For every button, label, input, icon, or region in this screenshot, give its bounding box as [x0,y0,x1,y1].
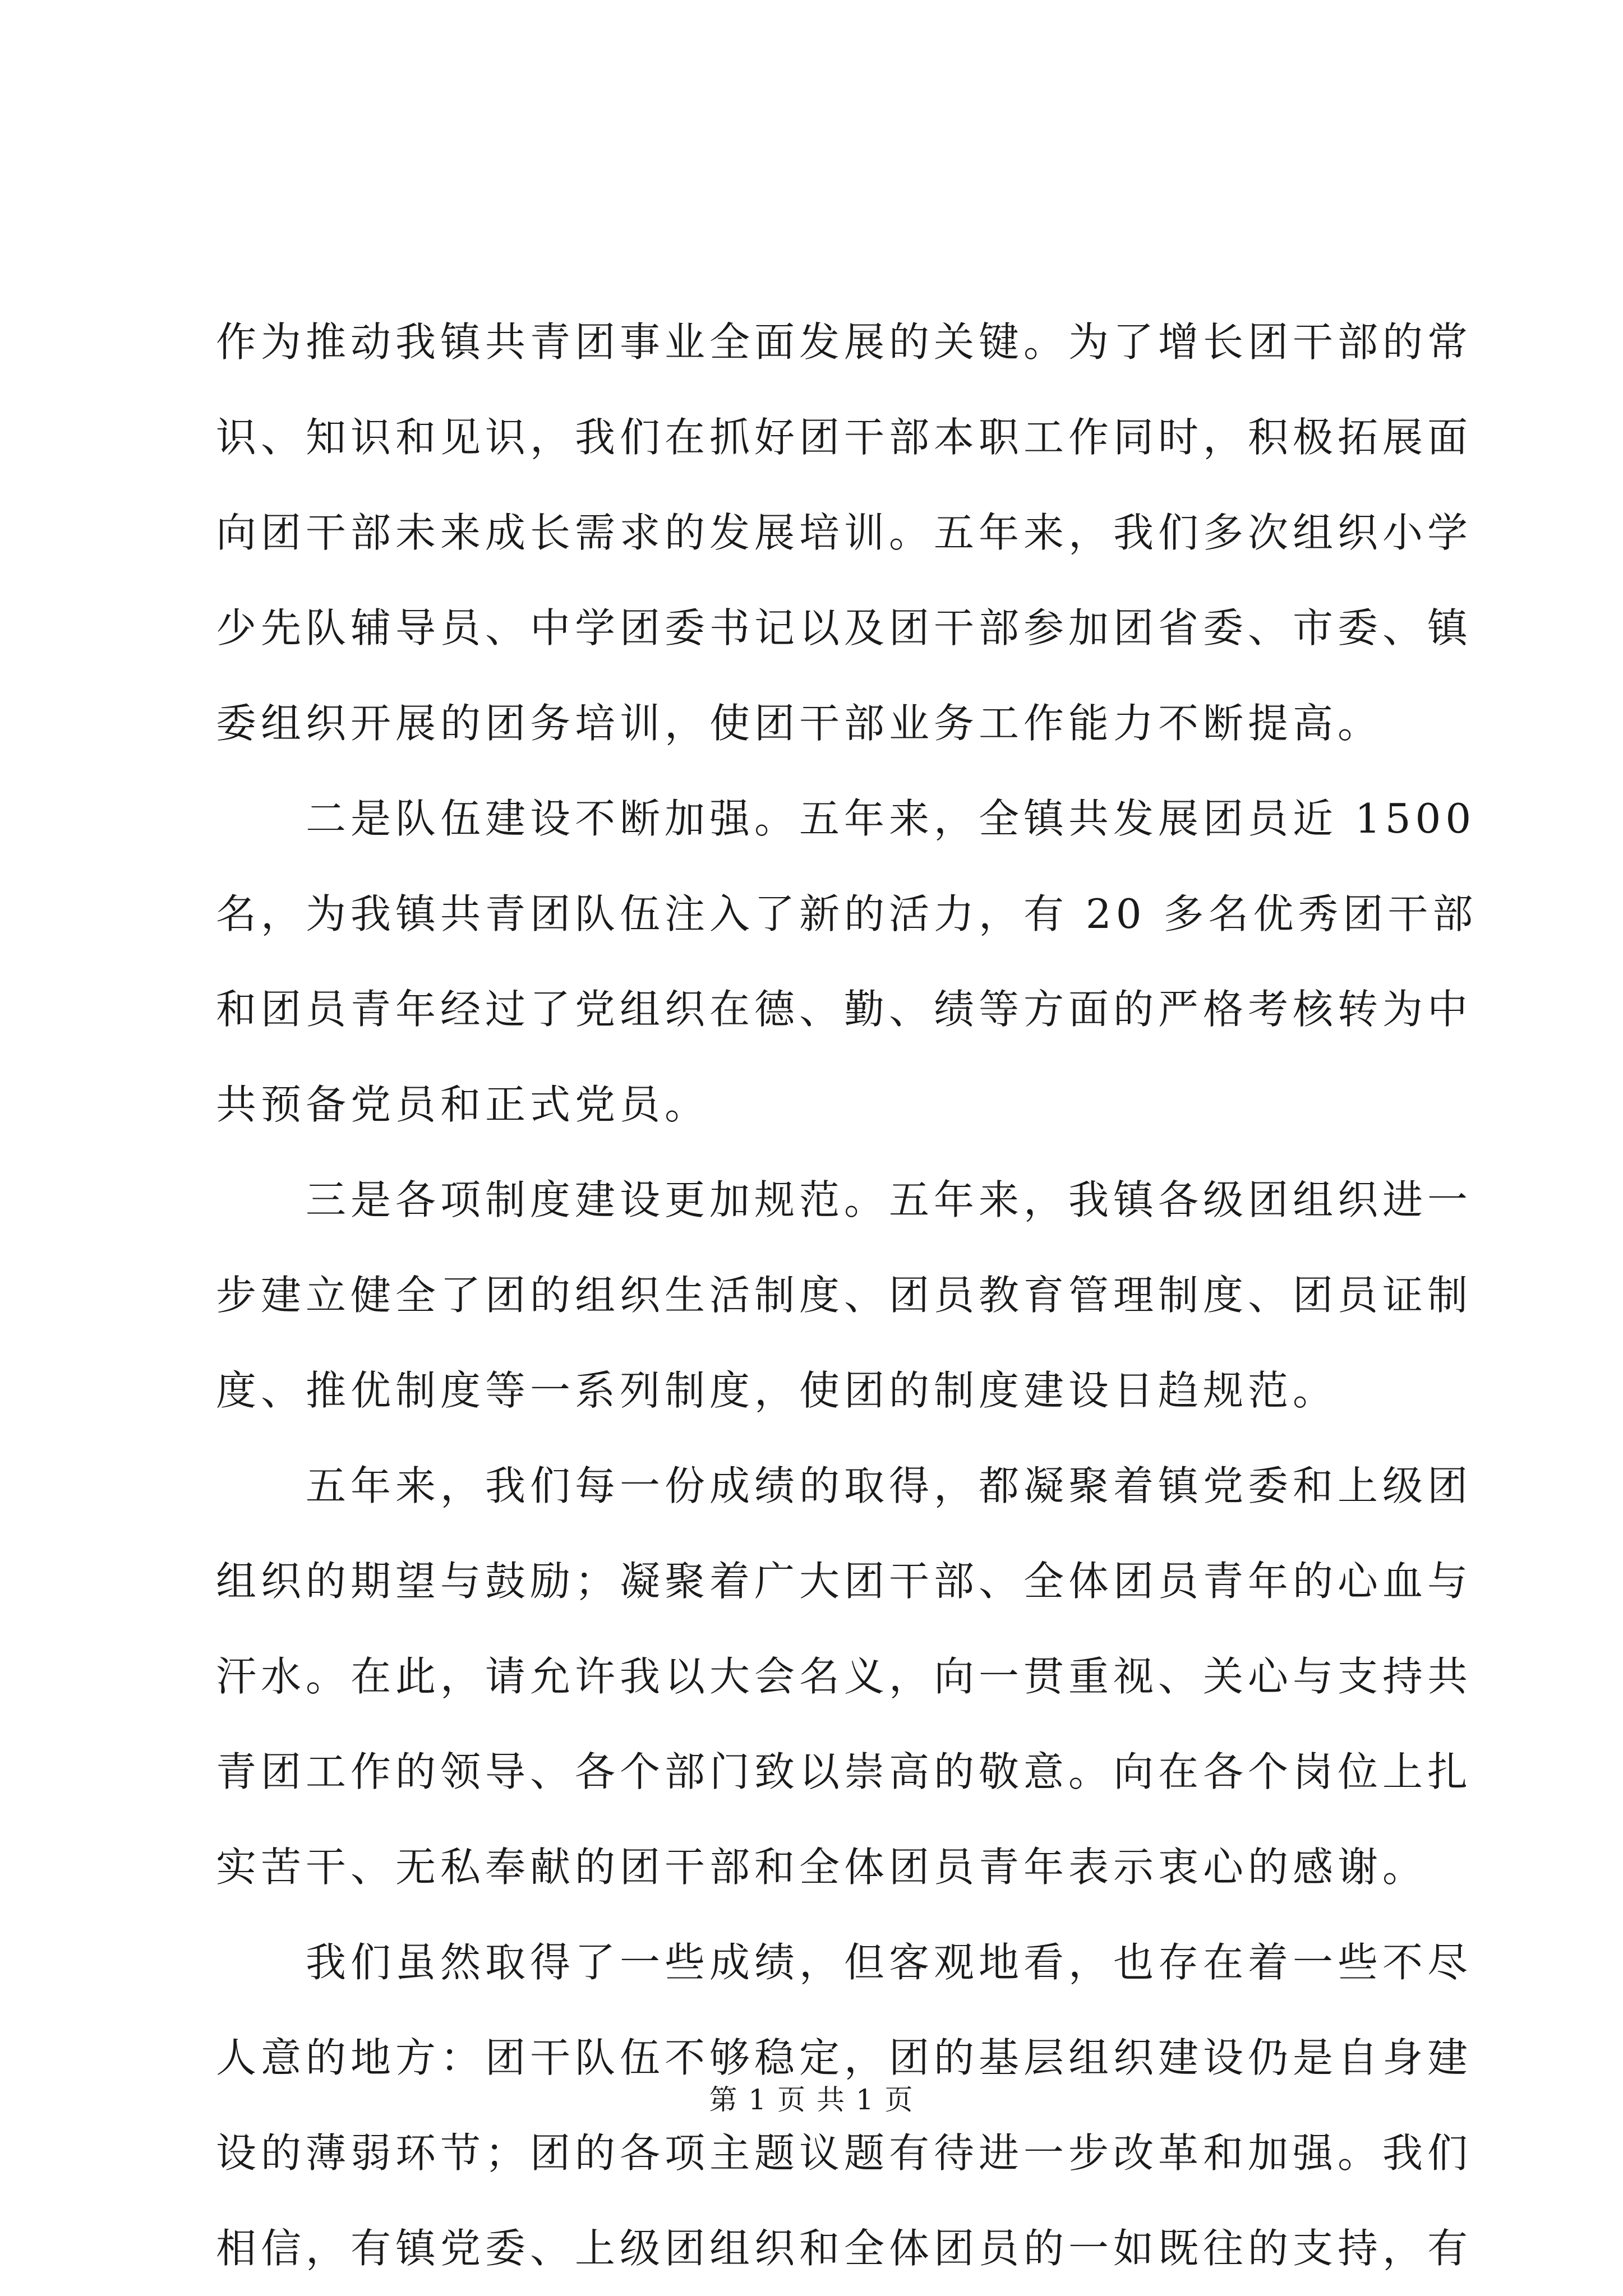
text-line-19: 人意的地方：团干队伍不够稳定，团的基层组织建设仍是自身建 [216,2034,1473,2081]
text-line-6: 二是队伍建设不断加强。五年来，全镇共发展团员近 1500 [306,795,1476,842]
text-line-4: 少先队辅导员、中学团委书记以及团干部参加团省委、市委、镇 [216,604,1473,652]
text-line-12: 度、推优制度等一系列制度，使团的制度建设日趋规范。 [216,1367,1338,1414]
text-line-1: 作为推动我镇共青团事业全面发展的关键。为了增长团干部的常 [216,318,1473,366]
text-line-15: 汗水。在此，请允许我以大会名义，向一贯重视、关心与支持共 [216,1653,1473,1700]
text-line-20: 设的薄弱环节；团的各项主题议题有待进一步改革和加强。我们 [216,2129,1473,2177]
text-line-13: 五年来，我们每一份成绩的取得，都凝聚着镇党委和上级团 [306,1462,1473,1509]
text-line-16: 青团工作的领导、各个部门致以崇高的敬意。向在各个岗位上扎 [216,1748,1473,1795]
text-line-9: 共预备党员和正式党员。 [216,1081,710,1128]
text-line-21: 相信，有镇党委、上级团组织和全体团员的一如既往的支持，有 [216,2225,1473,2272]
document-body [216,294,1478,2296]
text-line-8: 和团员青年经过了党组织在德、勤、绩等方面的严格考核转为中 [216,986,1473,1033]
text-line-5: 委组织开展的团务培训，使团干部业务工作能力不断提高。 [216,700,1383,747]
text-line-11: 步建立健全了团的组织生活制度、团员教育管理制度、团员证制 [216,1272,1473,1319]
text-line-2: 识、知识和见识，我们在抓好团干部本职工作同时，积极拓展面 [216,414,1473,461]
text-line-18: 我们虽然取得了一些成绩，但客观地看，也存在着一些不尽 [306,1939,1473,1986]
text-line-10: 三是各项制度建设更加规范。五年来，我镇各级团组织进一 [306,1176,1473,1223]
page-number-label: 第 1 页 共 1 页 [709,2084,914,2116]
text-line-3: 向团干部未来成长需求的发展培训。五年来，我们多次组织小学 [216,509,1473,556]
text-line-17: 实苦干、无私奉献的团干部和全体团员青年表示衷心的感谢。 [216,1844,1428,1891]
page-footer [0,2080,1623,2119]
text-line-14: 组织的期望与鼓励；凝聚着广大团干部、全体团员青年的心血与 [216,1558,1473,1605]
text-line-7: 名，为我镇共青团队伍注入了新的活力，有 20 多名优秀团干部 [216,890,1478,937]
